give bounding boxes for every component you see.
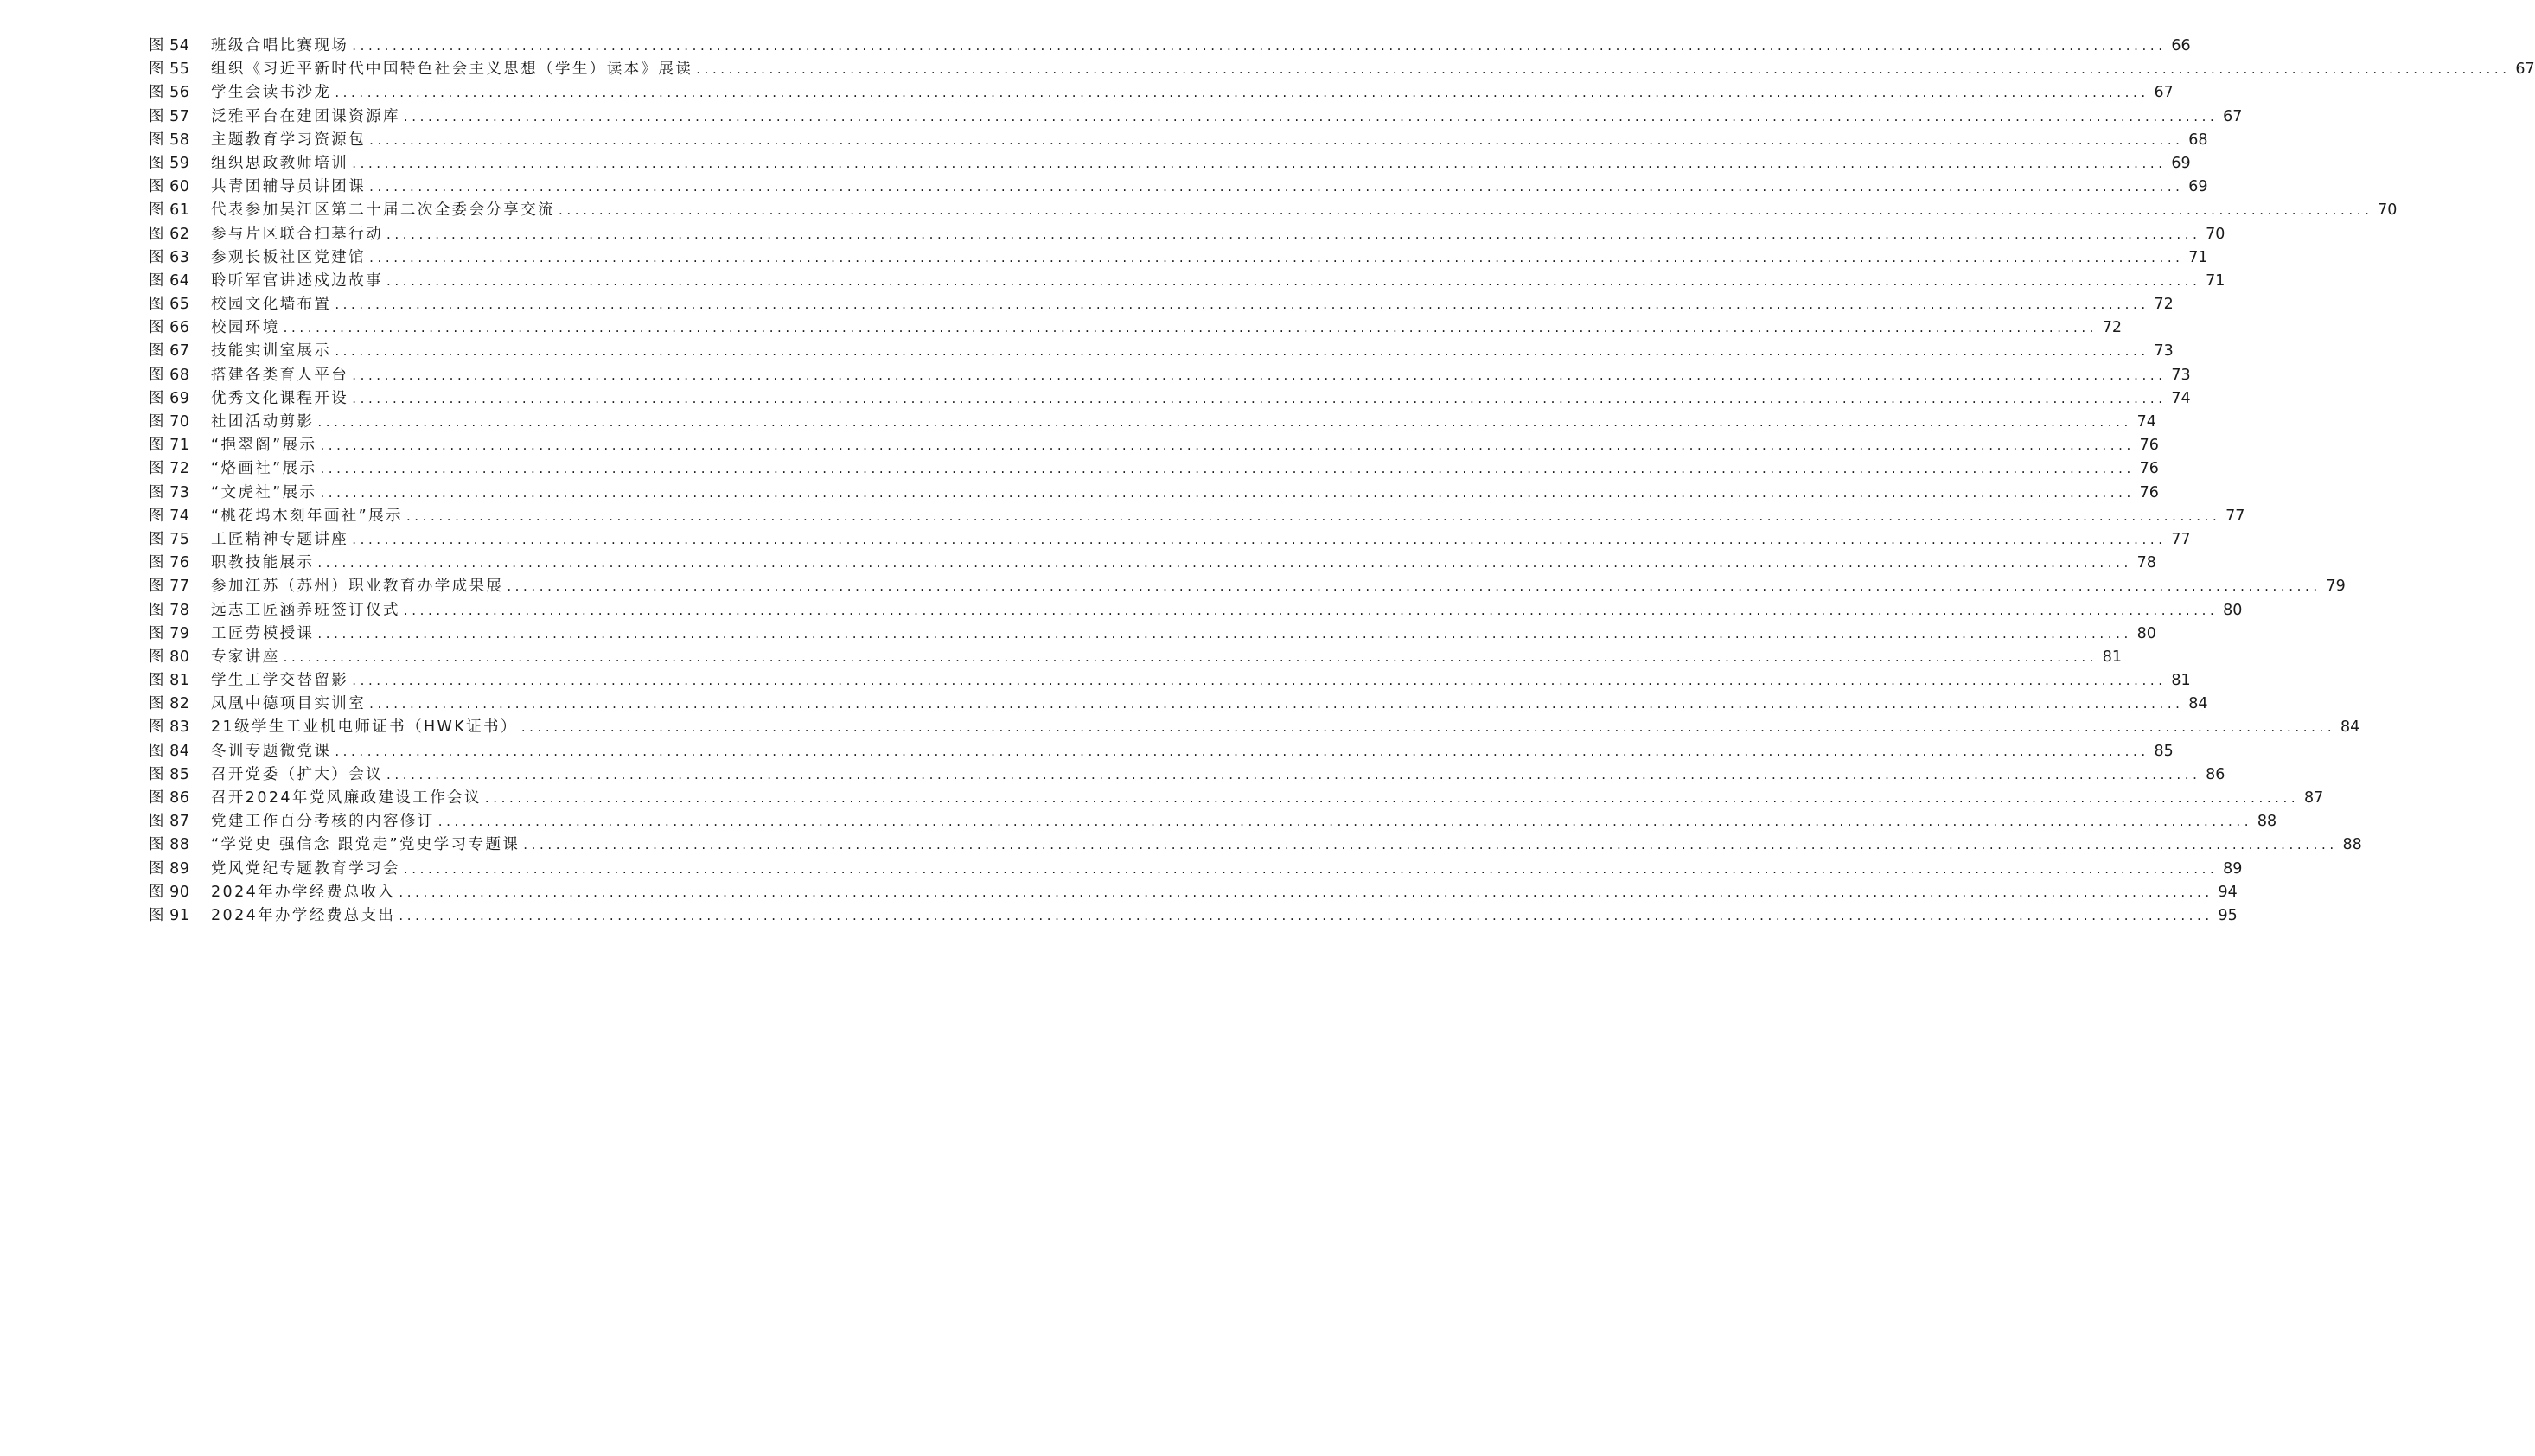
figure-title: 远志工匠涵养班签订仪式	[211, 601, 400, 619]
figure-title: 工匠精神专题讲座	[211, 530, 349, 548]
page-number: 68	[2188, 131, 2208, 149]
figure-number: 图 81	[149, 672, 190, 690]
dot-leader	[335, 340, 2149, 363]
dot-leader	[438, 810, 2252, 833]
dot-leader	[352, 364, 2166, 387]
dot-leader	[317, 552, 2131, 575]
figure-title: 搭建各类育人平台	[211, 366, 349, 384]
figure-title: 优秀文化课程开设	[211, 389, 349, 407]
page-number: 81	[2171, 672, 2191, 690]
page-number: 77	[2225, 507, 2245, 525]
figure-title: 校园文化墙布置	[211, 296, 332, 314]
page-number: 76	[2139, 460, 2159, 478]
figure-number: 图 91	[149, 906, 190, 924]
figure-title: 工匠劳模授课	[211, 624, 315, 642]
dot-leader	[507, 575, 2321, 598]
figure-number: 图 72	[149, 460, 190, 478]
toc-entry[interactable]	[149, 152, 2191, 176]
figure-title: 主题教育学习资源包	[211, 131, 367, 149]
dot-leader	[386, 763, 2200, 787]
figure-number: 图 57	[149, 107, 190, 125]
figure-title: 泛雅平台在建团课资源库	[211, 107, 400, 125]
dot-leader	[284, 646, 2098, 669]
figure-number: 图 83	[149, 718, 190, 737]
dot-leader	[369, 693, 2183, 716]
dot-leader	[352, 35, 2166, 58]
figure-title: 召开2024年党风廉政建设工作会议	[211, 789, 482, 807]
dot-leader	[386, 223, 2200, 246]
toc-entry[interactable]	[149, 716, 2360, 739]
dot-leader	[696, 58, 2510, 81]
figure-number: 图 76	[149, 554, 190, 572]
figure-number: 图 54	[149, 37, 190, 54]
toc-entry[interactable]	[149, 246, 2208, 270]
dot-leader	[320, 457, 2134, 481]
dot-leader	[559, 199, 2372, 222]
page-number: 70	[2378, 201, 2398, 220]
toc-entry[interactable]	[149, 810, 2277, 833]
figure-title: “桃花坞木刻年画社”展示	[211, 507, 403, 525]
dot-leader	[284, 316, 2098, 340]
page-number: 73	[2154, 342, 2174, 361]
figure-number: 图 71	[149, 437, 190, 455]
toc-entry[interactable]	[149, 223, 2225, 246]
toc-entry[interactable]	[149, 364, 2191, 387]
toc-entry[interactable]	[149, 35, 2191, 58]
dot-leader	[352, 528, 2166, 552]
page-number: 88	[2257, 813, 2277, 831]
figure-number: 图 74	[149, 507, 190, 525]
dot-leader	[320, 434, 2134, 457]
figure-title: 参与片区联合扫墓行动	[211, 225, 383, 243]
figure-title: 参观长板社区党建馆	[211, 248, 367, 266]
dot-leader	[521, 716, 2335, 739]
dot-leader	[335, 293, 2149, 316]
figure-number: 图 61	[149, 201, 190, 220]
toc-entry[interactable]	[149, 434, 2159, 457]
toc-entry[interactable]	[149, 552, 2156, 575]
figure-title: 共青团辅导员讲团课	[211, 178, 367, 196]
page-number: 78	[2136, 554, 2156, 572]
dot-leader	[369, 129, 2183, 152]
page-number: 89	[2223, 859, 2243, 878]
dot-leader	[320, 482, 2134, 505]
figure-title: “文虎社”展示	[211, 483, 317, 501]
toc-entry[interactable]	[149, 787, 2324, 810]
page-number: 76	[2139, 483, 2159, 501]
figure-title: 凤凰中德项目实训室	[211, 695, 367, 713]
page-number: 74	[2171, 389, 2191, 407]
figure-number: 图 75	[149, 530, 190, 548]
figure-title: 党风党纪专题教育学习会	[211, 859, 400, 878]
dot-leader	[317, 623, 2131, 646]
page-number: 85	[2154, 742, 2174, 760]
dot-leader	[386, 270, 2200, 293]
page-number: 67	[2154, 84, 2174, 102]
toc-entry[interactable]	[149, 176, 2208, 199]
figure-number: 图 79	[149, 624, 190, 642]
toc-entry[interactable]	[149, 646, 2123, 669]
figure-title: 学生工学交替留影	[211, 672, 349, 690]
toc-entry[interactable]	[149, 669, 2191, 693]
page-number: 77	[2171, 530, 2191, 548]
dot-leader	[399, 881, 2213, 904]
dot-leader	[335, 81, 2149, 105]
figure-number: 图 68	[149, 366, 190, 384]
toc-entry[interactable]	[149, 693, 2208, 716]
figure-number: 图 90	[149, 883, 190, 901]
page-number: 88	[2342, 836, 2362, 854]
page-number: 80	[2136, 624, 2156, 642]
figure-number: 图 77	[149, 578, 190, 596]
figure-title: 技能实训室展示	[211, 342, 332, 361]
figure-number: 图 84	[149, 742, 190, 760]
figure-number: 图 59	[149, 154, 190, 172]
toc-entry[interactable]	[149, 105, 2243, 129]
dot-leader	[352, 387, 2166, 411]
figure-number: 图 69	[149, 389, 190, 407]
figure-number: 图 66	[149, 319, 190, 337]
page-number: 67	[2223, 107, 2243, 125]
figure-title: 召开党委（扩大）会议	[211, 765, 383, 783]
figure-title: 组织思政教师培训	[211, 154, 349, 172]
page-number: 73	[2171, 366, 2191, 384]
figure-number: 图 55	[149, 61, 190, 79]
figure-number: 图 82	[149, 695, 190, 713]
page-number: 72	[2102, 319, 2123, 337]
dot-leader	[485, 787, 2299, 810]
page-number: 79	[2326, 578, 2346, 596]
page-number: 80	[2223, 601, 2243, 619]
page-number: 84	[2188, 695, 2208, 713]
toc-entry[interactable]	[149, 411, 2156, 434]
figure-title: 21级学生工业机电师证书（HWK证书）	[211, 718, 518, 737]
toc-entry[interactable]	[149, 129, 2208, 152]
page-number: 66	[2171, 37, 2191, 54]
figure-number: 图 80	[149, 648, 190, 666]
toc-entry[interactable]	[149, 858, 2243, 881]
figure-title: 社团活动剪影	[211, 413, 315, 431]
toc-entry[interactable]	[149, 81, 2174, 105]
dot-leader	[369, 176, 2183, 199]
toc-entry[interactable]	[149, 482, 2159, 505]
figure-title: 聆听军官讲述戍边故事	[211, 271, 383, 290]
toc-entry[interactable]	[149, 740, 2174, 763]
figure-title: 2024年办学经费总支出	[211, 906, 396, 924]
page-number: 81	[2102, 648, 2123, 666]
toc-entry[interactable]	[149, 340, 2174, 363]
figure-title: 学生会读书沙龙	[211, 84, 332, 102]
page-number: 95	[2218, 906, 2238, 924]
figure-title: 2024年办学经费总收入	[211, 883, 396, 901]
figure-title: 校园环境	[211, 319, 280, 337]
figure-title: 党建工作百分考核的内容修订	[211, 813, 435, 831]
figure-number: 图 85	[149, 765, 190, 783]
figure-number: 图 67	[149, 342, 190, 361]
dot-leader	[335, 740, 2149, 763]
figure-number: 图 86	[149, 789, 190, 807]
dot-leader	[404, 858, 2218, 881]
toc-entry[interactable]	[149, 58, 2535, 81]
dot-leader	[317, 411, 2131, 434]
page-number: 69	[2188, 178, 2208, 196]
toc-entry[interactable]	[149, 316, 2123, 340]
figure-number: 图 64	[149, 271, 190, 290]
toc-entry[interactable]	[149, 575, 2346, 598]
toc-entry[interactable]	[149, 270, 2225, 293]
page-number: 94	[2218, 883, 2238, 901]
figure-number: 图 88	[149, 836, 190, 854]
figure-title: 参加江苏（苏州）职业教育办学成果展	[211, 578, 504, 596]
figure-title: 代表参加吴江区第二十届二次全委会分享交流	[211, 201, 555, 220]
page-number: 70	[2206, 225, 2225, 243]
figure-number: 图 63	[149, 248, 190, 266]
toc-entry[interactable]	[149, 505, 2245, 528]
figure-number: 图 87	[149, 813, 190, 831]
dot-leader	[404, 105, 2218, 129]
page-number: 84	[2340, 718, 2360, 737]
figure-number: 图 65	[149, 296, 190, 314]
toc-entry[interactable]	[149, 599, 2243, 623]
toc-entry[interactable]	[149, 623, 2156, 646]
figure-number: 图 89	[149, 859, 190, 878]
figure-title: 职教技能展示	[211, 554, 315, 572]
dot-leader	[406, 505, 2220, 528]
page-number: 69	[2171, 154, 2191, 172]
dot-leader	[352, 669, 2166, 693]
toc-entry[interactable]	[149, 904, 2238, 928]
toc-entry[interactable]	[149, 528, 2191, 552]
dot-leader	[352, 152, 2166, 176]
toc-entry[interactable]	[149, 763, 2225, 787]
toc-entry[interactable]	[149, 387, 2191, 411]
figure-number: 图 70	[149, 413, 190, 431]
page-number: 86	[2206, 765, 2225, 783]
figure-number: 图 60	[149, 178, 190, 196]
page-number: 87	[2304, 789, 2324, 807]
toc-entry[interactable]	[149, 199, 2398, 222]
figure-title: 专家讲座	[211, 648, 280, 666]
figure-title: “挹翠阁”展示	[211, 437, 317, 455]
page-number: 67	[2515, 61, 2535, 79]
dot-leader	[399, 904, 2213, 928]
toc-entry[interactable]	[149, 293, 2174, 316]
figure-number: 图 62	[149, 225, 190, 243]
page-number: 74	[2136, 413, 2156, 431]
page-number: 71	[2188, 248, 2208, 266]
page-number: 71	[2206, 271, 2225, 290]
dot-leader	[404, 599, 2218, 623]
figure-title: “烙画社”展示	[211, 460, 317, 478]
dot-leader	[369, 246, 2183, 270]
page-number: 72	[2154, 296, 2174, 314]
page-number: 76	[2139, 437, 2159, 455]
toc-entry[interactable]	[149, 833, 2362, 857]
figure-title: 组织《习近平新时代中国特色社会主义思想（学生）读本》展读	[211, 61, 693, 79]
figure-title: “学党史 强信念 跟党走”党史学习专题课	[211, 836, 520, 854]
figure-number: 图 78	[149, 601, 190, 619]
dot-leader	[523, 833, 2337, 857]
toc-entry[interactable]	[149, 881, 2238, 904]
figure-title: 冬训专题微党课	[211, 742, 332, 760]
figure-index-list	[149, 35, 2535, 928]
figure-number: 图 73	[149, 483, 190, 501]
toc-entry[interactable]	[149, 457, 2159, 481]
figure-title: 班级合唱比赛现场	[211, 37, 349, 54]
figure-number: 图 56	[149, 84, 190, 102]
figure-number: 图 58	[149, 131, 190, 149]
